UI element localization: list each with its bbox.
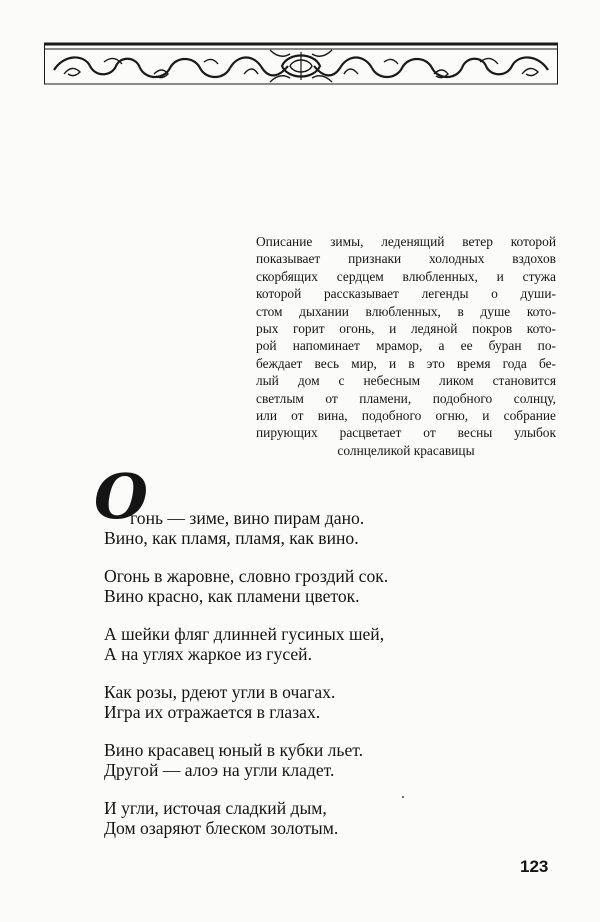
poem-line: Игра их отражается в глазах. [104, 702, 321, 722]
summary-line: лый дом с небесным ликом становится [256, 373, 556, 389]
poem-line: Огонь в жаровне, словно гроздий сок. [104, 566, 389, 586]
summary-line: или от вина, подобного огню, и собрание [256, 408, 556, 424]
poem-line: Другой — алоэ на угли кладет. [104, 760, 335, 780]
summary-line: пирующих расцветает от весны улыбок [256, 425, 556, 441]
print-speck [402, 796, 404, 798]
poem-line: Как розы, рдеют угли в очагах. [104, 682, 336, 702]
poem [104, 468, 504, 856]
poem-line: Вино красавец юный в кубки льет. [104, 740, 364, 760]
summary-line: показывает признаки холодных вздохов [256, 251, 556, 267]
poem-line: А на углях жаркое из гусей. [104, 644, 312, 664]
summary-line: стом дыхании влюбленных, в душе кото- [256, 303, 556, 319]
poem-line: А шейки фляг длинней гусиных шей, [104, 624, 385, 644]
summary-line: рой напоминает мрамор, а ее буран по- [256, 338, 556, 354]
poem-stanza [104, 624, 504, 664]
summary-line: которой рассказывает легенды о души- [256, 286, 556, 302]
summary-line: беждает весь мир, и в это время года бе- [256, 355, 556, 371]
summary-line: светлым от пламени, подобного солнцу, [256, 390, 556, 406]
summary-line: рых горит огонь, и ледяной покров кото- [256, 321, 556, 337]
poem-stanza [104, 740, 504, 780]
summary-line: Описание зимы, леденящий ветер которой [256, 234, 556, 249]
poem-line: И угли, источая сладкий дым, [104, 798, 327, 818]
summary-line: скорбящих сердцем влюбленных, и стужа [256, 268, 556, 284]
poem-stanza [104, 798, 504, 838]
page-number: 123 [520, 857, 549, 876]
poem-line: гонь — зиме, вино пирам дано. [130, 508, 365, 528]
poem-stanza [104, 682, 504, 722]
poem-stanza [104, 508, 504, 548]
summary-line: солнцеликой красавицы [337, 442, 475, 458]
poem-line: Вино, как пламя, пламя, как вино. [104, 528, 359, 548]
poem-line: Вино красно, как пламени цветок. [104, 586, 360, 606]
chapter-summary [256, 233, 556, 459]
poem-line: Дом озаряют блеском золотым. [104, 818, 339, 838]
poem-stanza [104, 566, 504, 606]
drop-cap: О [94, 460, 149, 533]
floral-ornament-icon [44, 40, 558, 88]
